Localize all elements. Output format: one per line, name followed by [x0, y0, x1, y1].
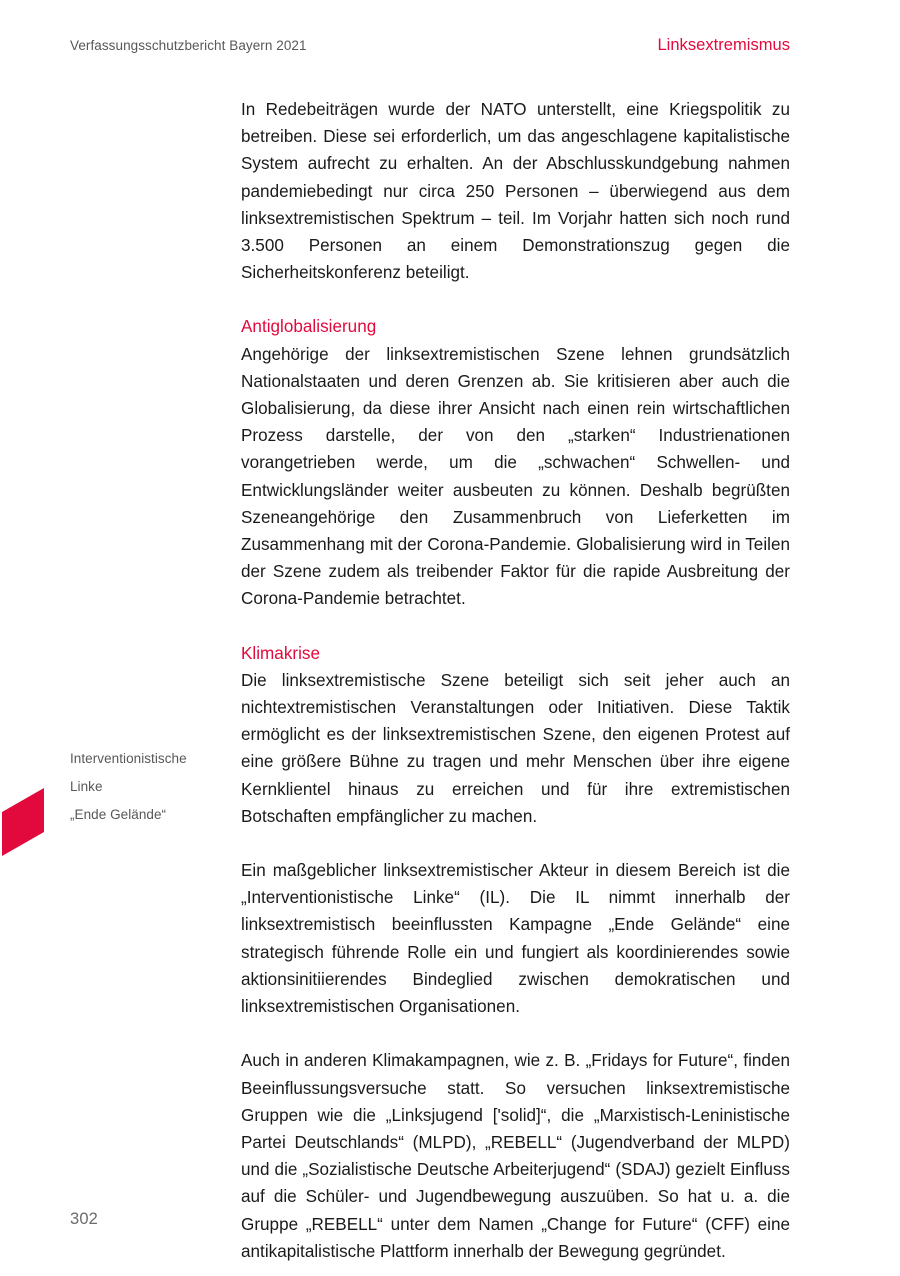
paragraph-interventionistische-linke: Ein maßgeblicher linksextremistischer Akteur in diesem Bereich ist die „Interventionistische Linke“ (IL). Die IL nimmt innerhalb der linksextremistisch beeinflussten Kampagne „Ende Gelände“ eine strategisch führende Rolle ein und fungiert als koordinierendes sowie aktionsinitiierendes Bindeglied zwischen demokratischen und linksextremistischen Organisationen. [241, 861, 790, 1017]
margin-note-line-3: „Ende Gelände“ [70, 807, 167, 822]
intro-block [241, 96, 790, 286]
paragraph-nato-kriegspolitik: In Redebeiträgen wurde der NATO unterstellt, eine Kriegspolitik zu betreiben. Diese sei erforderlich, um das angeschlagene kapitalistische System aufrecht zu erhalten. An der Abschlusskundgebung nahmen pandemiebedingt nur circa 250 Personen – überwiegend aus dem linksextremistischen Spektrum – teil. Im Vorjahr hatten sich noch rund 3.500 Personen an einem Demonstrationszug gegen die Sicherheitskonferenz beteiligt. [241, 100, 790, 283]
paragraph-klimakrise: Die linksextremistische Szene beteiligt sich seit jeher auch an nichtextremistischen Veranstaltungen oder Initiativen. Diese Taktik ermöglicht es der linksextremistischen Szene, den eigenen Protest auf eine größere Bühne zu tragen und mehr Menschen über ihre eigene Kernklientel hinaus zu erreichen und für ihre extremistischen Botschaften empfänglicher zu machen. [241, 670, 790, 826]
running-header-report-title: Verfassungsschutzbericht Bayern 2021 [70, 38, 307, 53]
running-header-section-title: Linksextremismus [657, 36, 790, 54]
marker-shape-icon [0, 786, 46, 858]
body-text-column [241, 96, 790, 1265]
margin-note [70, 745, 220, 829]
paragraph-klimakampagnen: Auch in anderen Klimakampagnen, wie z. B. „Fridays for Future“, finden Beeinflussungsversuche statt. So versuchen linksextremistische Gruppen wie die „Linksjugend ['solid]“, die „Marxistisch-Leninistische Partei Deutschlands“ (MLPD), „REBELL“ (Jugendverband der MLPD) und die „Sozialistische Deutsche Arbeiterjugend“ (SDAJ) gezielt Einfluss auf die Schüler- und Jugendbewegung auszuüben. So hat u. a. die Gruppe „REBELL“ unter dem Namen „Change for Future“ (CFF) eine antikapitalistische Plattform innerhalb der Bewegung gegründet. [241, 1051, 790, 1261]
section-klimakrise [241, 640, 790, 830]
heading-klimakrise: Klimakrise [241, 643, 321, 663]
margin-note-column [70, 745, 220, 829]
margin-note-line-2: Linke [70, 779, 103, 794]
running-header [70, 36, 790, 56]
page-number: 302 [70, 1210, 99, 1228]
section-antiglobalisierung [241, 313, 790, 612]
heading-antiglobalisierung: Antiglobalisierung [241, 317, 377, 337]
block-interventionistische-linke [241, 857, 790, 1020]
paragraph-antiglobalisierung: Angehörige der linksextremistischen Szene lehnen grundsätzlich Nationalstaaten und deren Grenzen ab. Sie kritisieren aber auch die Globalisierung, da diese ihrer Ansicht nach einen rein wirtschaftlichen Prozess darstelle, der von den „starken“ Industrienationen vorangetrieben werde, um die „schwachen“ Schwellen- und Entwicklungsländer weiter ausbeuten zu können. Deshalb begrüßten Szeneangehörige den Zusammenbruch von Lieferketten im Zusammenhang mit der Corona-Pandemie. Globalisierung wird in Teilen der Szene zudem als treibender Faktor für die rapide Ausbreitung der Corona-Pandemie betrachtet. [241, 344, 790, 609]
block-klimakampagnen [241, 1047, 790, 1265]
red-parallelogram-marker [0, 786, 46, 858]
margin-note-line-1: Interventionistische [70, 751, 187, 766]
